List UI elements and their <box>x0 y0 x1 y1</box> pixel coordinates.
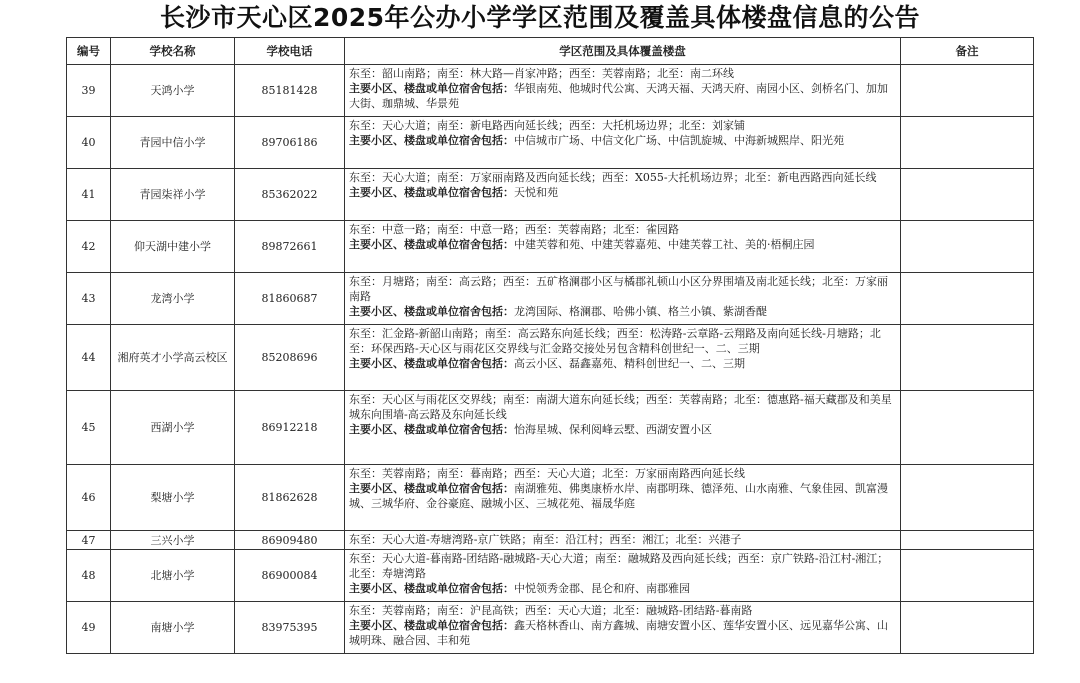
district-description <box>345 65 901 117</box>
district-description <box>345 325 901 391</box>
school-phone: 89706186 <box>235 117 345 169</box>
header-phone: 学校电话 <box>235 38 345 65</box>
table-row <box>67 273 1034 325</box>
estates-list: 怡海星城、保利阅峰云墅、西湖安置小区 <box>514 423 712 436</box>
school-phone: 89872661 <box>235 221 345 273</box>
row-number: 47 <box>67 531 111 550</box>
row-number: 45 <box>67 391 111 465</box>
school-phone: 83975395 <box>235 602 345 654</box>
district-description <box>345 602 901 654</box>
school-name: 青园柒祥小学 <box>111 169 235 221</box>
district-boundary: 东至：汇金路-新韶山南路；南至：高云路东向延长线；西至：松涛路-云章路-云翔路及南向延长线-月塘路；北至：环保西路-天心区与雨花区交界线与汇金路交接处另包含精科创世纪一、二、三期 <box>349 327 881 355</box>
row-number: 44 <box>67 325 111 391</box>
remark-cell <box>901 169 1034 221</box>
covered-estates <box>349 581 896 596</box>
header-row <box>67 38 1034 65</box>
school-name: 天鸿小学 <box>111 65 235 117</box>
row-number: 43 <box>67 273 111 325</box>
school-name: 湘府英才小学高云校区 <box>111 325 235 391</box>
table-row <box>67 325 1034 391</box>
remark-cell <box>901 221 1034 273</box>
school-name: 西湖小学 <box>111 391 235 465</box>
remark-cell <box>901 391 1034 465</box>
covered-estates <box>349 618 896 648</box>
table-row <box>67 221 1034 273</box>
covered-estates <box>349 304 896 319</box>
covered-estates <box>349 133 896 148</box>
remark-cell <box>901 531 1034 550</box>
table-row <box>67 465 1034 531</box>
estates-label: 主要小区、楼盘或单位宿舍包括： <box>349 186 514 199</box>
remark-cell <box>901 273 1034 325</box>
district-description <box>345 221 901 273</box>
district-boundary: 东至：天心大道-寿塘湾路-京广铁路；南至：沿江村；西至：湘江；北至：兴港子 <box>349 533 742 546</box>
estates-list: 华银南苑、他城时代公寓、天鸿天福、天鸿天府、南园小区、剑桥名门、加加大街、珈鼎城、华景苑 <box>349 82 888 110</box>
table-row <box>67 169 1034 221</box>
school-phone: 85362022 <box>235 169 345 221</box>
covered-estates <box>349 422 896 437</box>
header-school-name: 学校名称 <box>111 38 235 65</box>
district-description <box>345 550 901 602</box>
header-remark: 备注 <box>901 38 1034 65</box>
school-district-table <box>66 37 1034 654</box>
estates-list: 中悦领秀金郡、昆仑和府、南郡雅园 <box>514 582 690 595</box>
school-name: 北塘小学 <box>111 550 235 602</box>
row-number: 41 <box>67 169 111 221</box>
school-phone: 86909480 <box>235 531 345 550</box>
estates-label: 主要小区、楼盘或单位宿舍包括： <box>349 238 514 251</box>
school-name: 龙湾小学 <box>111 273 235 325</box>
district-description <box>345 531 901 550</box>
school-name: 青园中信小学 <box>111 117 235 169</box>
estates-list: 中建芙蓉和苑、中建芙蓉嘉苑、中建芙蓉工社、美的·梧桐庄园 <box>514 238 815 251</box>
estates-list: 南湖雅苑、佛奥康桥水岸、南郡明珠、德泽苑、山水南雅、气象佳园、凯富漫城、三城华府、金谷豪庭、融城小区、三城花苑、福晟华庭 <box>349 482 888 510</box>
estates-list: 中信城市广场、中信文化广场、中信凯旋城、中海新城熙岸、阳光苑 <box>514 134 844 147</box>
covered-estates <box>349 81 896 111</box>
district-boundary: 东至：天心区与雨花区交界线；南至：南湖大道东向延长线；西至：芙蓉南路；北至：德惠路-福天藏郡及和美星城东向围墙-高云路及东向延长线 <box>349 393 892 421</box>
remark-cell <box>901 465 1034 531</box>
district-boundary: 东至：中意一路；南至：中意一路；西至：芙蓉南路；北至：雀园路 <box>349 223 679 236</box>
district-description <box>345 465 901 531</box>
estates-label: 主要小区、楼盘或单位宿舍包括： <box>349 357 514 370</box>
estates-list: 高云小区、磊鑫嘉苑、精科创世纪一、二、三期 <box>514 357 745 370</box>
estates-list: 鑫天格林香山、南方鑫城、南塘安置小区、莲华安置小区、远见嘉华公寓、山城明珠、融合园、丰和苑 <box>349 619 888 647</box>
school-phone: 85208696 <box>235 325 345 391</box>
row-number: 48 <box>67 550 111 602</box>
remark-cell <box>901 550 1034 602</box>
remark-cell <box>901 65 1034 117</box>
header-district-area: 学区范围及具体覆盖楼盘 <box>345 38 901 65</box>
estates-list: 龙湾国际、格澜郡、哈佛小镇、格兰小镇、紫湖香醍 <box>514 305 767 318</box>
remark-cell <box>901 325 1034 391</box>
estates-label: 主要小区、楼盘或单位宿舍包括： <box>349 582 514 595</box>
header-no: 编号 <box>67 38 111 65</box>
district-description <box>345 391 901 465</box>
district-boundary: 东至：天心大道；南至：新电路西向延长线；西至：大托机场边界；北至：刘家铺 <box>349 119 745 132</box>
row-number: 40 <box>67 117 111 169</box>
district-description <box>345 273 901 325</box>
table-row <box>67 391 1034 465</box>
district-description <box>345 117 901 169</box>
table-row <box>67 117 1034 169</box>
district-boundary: 东至：芙蓉南路；南至：暮南路；西至：天心大道；北至：万家丽南路西向延长线 <box>349 467 745 480</box>
district-boundary: 东至：天心大道；南至：万家丽南路及西向延长线；西至：X055-大托机场边界；北至：新电西路西向延长线 <box>349 171 877 184</box>
district-description <box>345 169 901 221</box>
estates-label: 主要小区、楼盘或单位宿舍包括： <box>349 619 514 632</box>
page-title: 长沙市天心区2025年公办小学学区范围及覆盖具体楼盘信息的公告 <box>159 3 921 32</box>
row-number: 46 <box>67 465 111 531</box>
covered-estates <box>349 237 896 252</box>
covered-estates <box>349 481 896 511</box>
school-name: 梨塘小学 <box>111 465 235 531</box>
district-boundary: 东至：天心大道-暮南路-团结路-融城路-天心大道；南至：融城路及西向延长线；西至：京广铁路-沿江村-湘江；北至：寿塘湾路 <box>349 552 889 580</box>
school-phone: 85181428 <box>235 65 345 117</box>
table-row <box>67 550 1034 602</box>
estates-label: 主要小区、楼盘或单位宿舍包括： <box>349 82 514 95</box>
remark-cell <box>901 117 1034 169</box>
remark-cell <box>901 602 1034 654</box>
school-phone: 86900084 <box>235 550 345 602</box>
covered-estates <box>349 356 896 371</box>
district-boundary: 东至：月塘路；南至：高云路；西至：五矿格澜郡小区与橘郡礼顿山小区分界围墙及南北延长线；北至：万家丽南路 <box>349 275 888 303</box>
row-number: 42 <box>67 221 111 273</box>
estates-label: 主要小区、楼盘或单位宿舍包括： <box>349 305 514 318</box>
district-boundary: 东至：芙蓉南路；南至：沪昆高铁；西至：天心大道；北至：融城路-团结路-暮南路 <box>349 604 753 617</box>
district-boundary: 东至：韶山南路；南至：林大路—肖家冲路；西至：芙蓉南路；北至：南二环线 <box>349 67 734 80</box>
row-number: 39 <box>67 65 111 117</box>
table-row <box>67 65 1034 117</box>
table-row <box>67 602 1034 654</box>
row-number: 49 <box>67 602 111 654</box>
estates-label: 主要小区、楼盘或单位宿舍包括： <box>349 423 514 436</box>
school-phone: 81860687 <box>235 273 345 325</box>
covered-estates <box>349 185 896 200</box>
school-phone: 81862628 <box>235 465 345 531</box>
school-phone: 86912218 <box>235 391 345 465</box>
school-name: 三兴小学 <box>111 531 235 550</box>
estates-label: 主要小区、楼盘或单位宿舍包括： <box>349 482 514 495</box>
table-row <box>67 531 1034 550</box>
estates-list: 天悦和苑 <box>514 186 558 199</box>
table-body <box>67 65 1034 654</box>
estates-label: 主要小区、楼盘或单位宿舍包括： <box>349 134 514 147</box>
school-name: 仰天湖中建小学 <box>111 221 235 273</box>
school-name: 南塘小学 <box>111 602 235 654</box>
